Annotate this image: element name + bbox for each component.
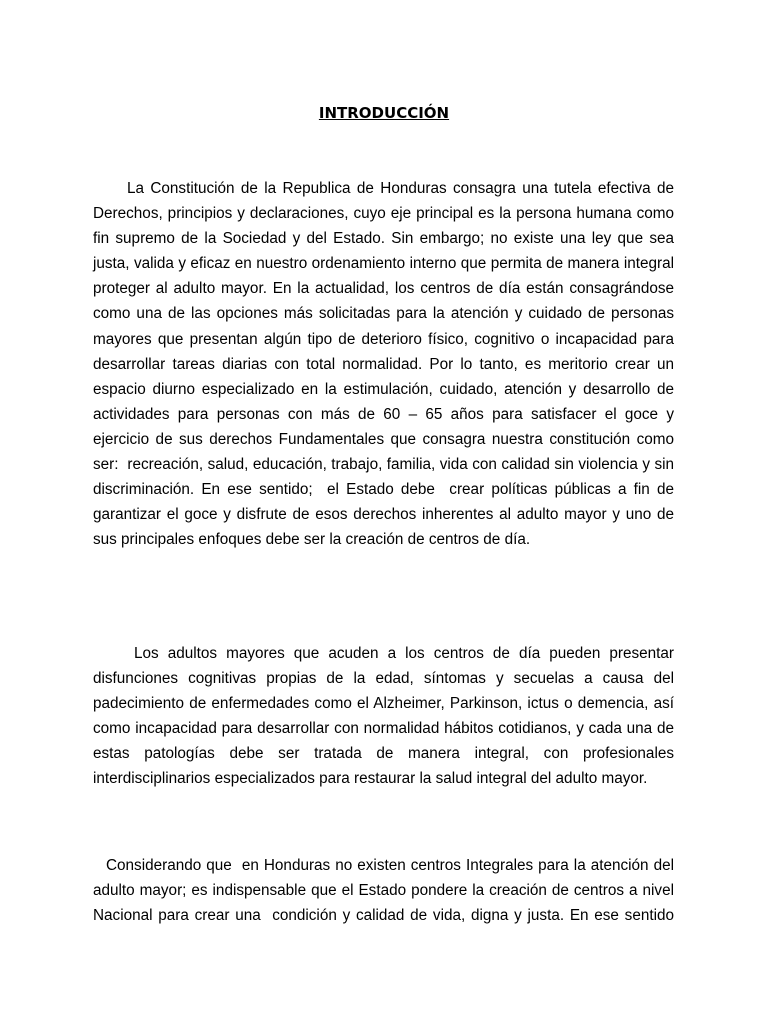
paragraph-constitution: La Constitución de la Republica de Honduras consagra una tutela efectiva de Derechos, principios y declaraciones, cuyo eje principal es la persona humana como fin supremo de la Sociedad y del Estado. Sin embargo; no existe una ley que sea justa, valida y eficaz en nuestro ordenamiento interno que permita de manera integral proteger al adulto mayor. En la actualidad, los centros de día están consagrándose como una de las opciones más solicitadas para la atención y cuidado de personas mayores que presentan algún tipo de deterioro físico, cognitivo o incapacidad para desarrollar tareas diarias con total normalidad. Por lo tanto, es meritorio crear un espacio diurno especializado en la estimulación, cuidado, atención y desarrollo de actividades para personas con más de 60 – 65 años para satisfacer el goce y ejercicio de sus derechos Fundamentales que consagra nuestra constitución como ser: recreación, salud, educación, trabajo, familia, vida con calidad sin violencia y sin discriminación. En ese sentido; el Estado debe crear políticas públicas a fin de garantizar el goce y disfrute de esos derechos inherentes al adulto mayor y uno de sus principales enfoques debe ser la creación de centros de día. — [93, 180, 679, 549]
document-title: INTRODUCCIÓN — [318, 104, 450, 122]
paragraph-considering: Considerando que en Honduras no existen centros Integrales para la atención del adulto mayor; es indispensable que el Estado pondere la creación de centros a nivel Nacional para crear una condición y calidad de vida, digna y justa. En ese sentido — [93, 857, 679, 925]
paragraph-older-adults: Los adultos mayores que acuden a los centros de día pueden presentar disfunciones cognitivas propias de la edad, síntomas y secuelas a causa del padecimiento de enfermedades como el Alzheimer, Parkinson, ictus o demencia, así como incapacidad para desarrollar con normalidad hábitos cotidianos, y cada una de estas patologías debe ser tratada de manera integral, con profesionales interdisciplinarios especializados para restaurar la salud integral del adulto mayor. — [93, 645, 679, 788]
